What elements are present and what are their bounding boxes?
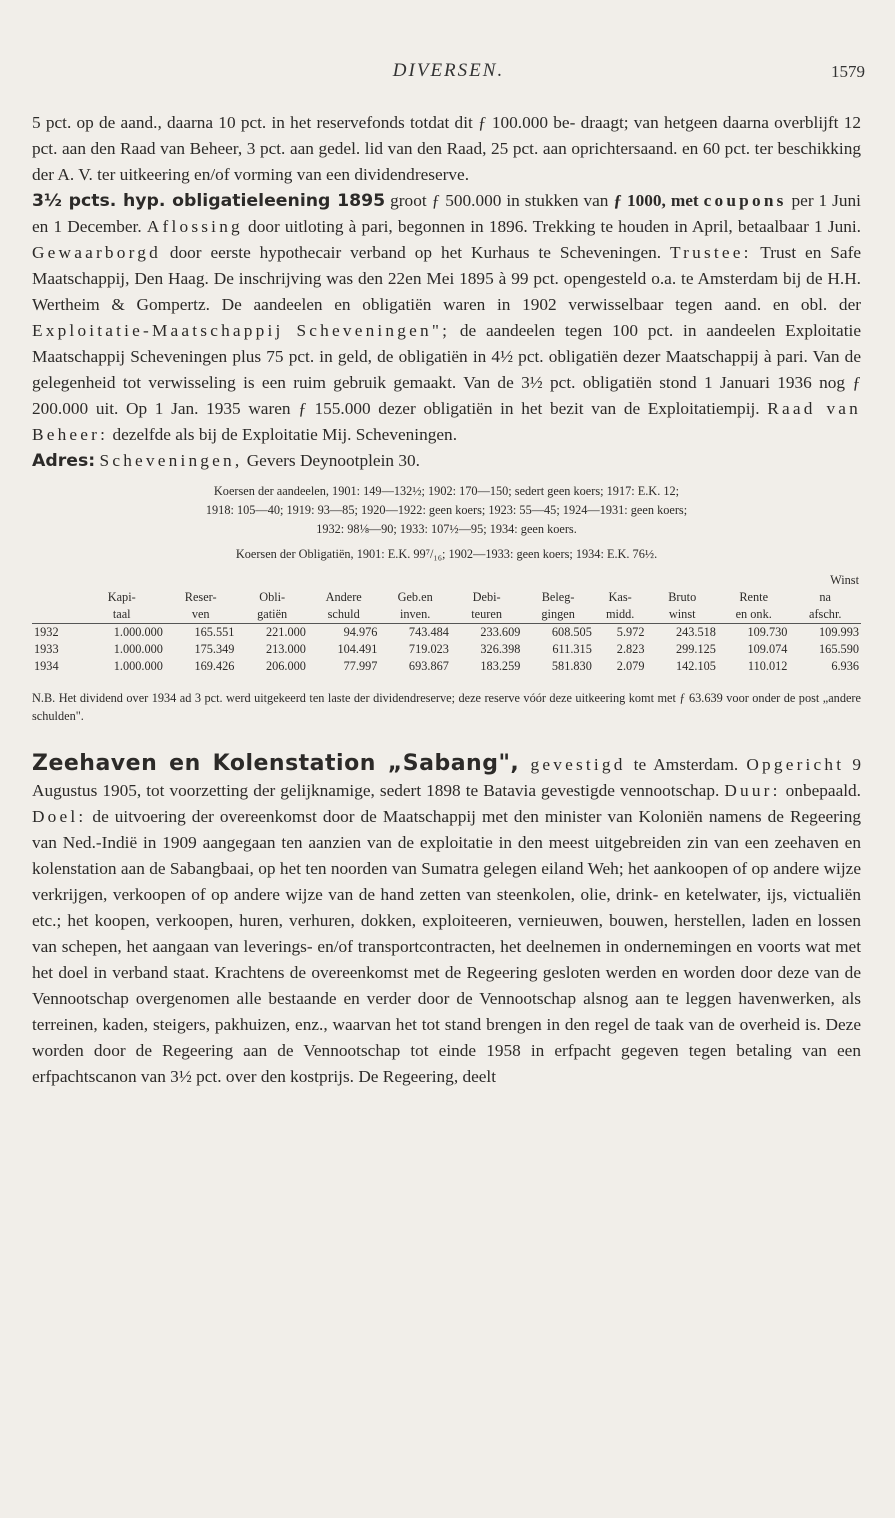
- table-header-cell: [379, 572, 450, 589]
- sabang-text: 9 Augustus 1905, tot voorzetting der gelijknamige, sedert 1898 te Batavia gevestigde vennootschap.: [32, 755, 861, 800]
- table-header-cell: midd.: [594, 606, 647, 624]
- table-cell: 581.830: [551, 659, 592, 673]
- table-header-cell: Beleg-: [541, 590, 575, 604]
- table-cell: 743.484: [408, 625, 449, 639]
- table-header-cell: [236, 572, 307, 589]
- table-header-cell: Kapi-: [107, 590, 136, 604]
- sabang-paragraph: [32, 751, 861, 1090]
- table-header-cell: en onk.: [718, 606, 789, 624]
- gewaarborgd-label: Gewaarborgd: [32, 243, 161, 262]
- table-header-cell: teuren: [451, 606, 522, 624]
- loan-text: per 1 Juni en 1 December.: [32, 191, 861, 236]
- opgericht-label: Opgericht: [746, 755, 845, 774]
- table-header-cell: Kas-: [608, 590, 632, 604]
- koersen-obligatien: Koersen der Obligatiën, 1901: E.K. 99⁷/₁₆; 1902—1933: geen koers; 1934: E.K. 76½.: [235, 547, 658, 561]
- table-header-cell: [32, 572, 78, 589]
- table-cell: 243.518: [675, 625, 716, 639]
- table-header-row: [32, 606, 861, 624]
- loan-text: van: [583, 191, 614, 210]
- aflossing-label: Aflossing: [146, 217, 243, 236]
- table-header-cell: Andere: [325, 590, 362, 604]
- table-row: [32, 641, 861, 658]
- table-cell: 719.023: [408, 642, 449, 656]
- table-header-cell: [78, 572, 164, 589]
- table-cell: 2.823: [616, 642, 645, 656]
- table-row: [32, 624, 861, 642]
- table-header-cell: [594, 572, 647, 589]
- table-cell: 109.993: [819, 625, 859, 639]
- table-cell: 142.105: [675, 659, 716, 673]
- trustee-label: Trustee:: [670, 243, 752, 262]
- dividend-note: N.B. Het dividend over 1934 ad 3 pct. werd uitgekeerd ten laste der dividendreserve; deze reserve vóór deze uitkeering komt met ƒ 63.639 voor onder de post „andere schulden".: [32, 691, 861, 723]
- table-header-cell: [646, 572, 717, 589]
- table-header-cell: Geb.en: [397, 590, 433, 604]
- table-cell: 221.000: [265, 625, 306, 639]
- table-header-cell: schuld: [308, 606, 379, 624]
- table-cell: 94.976: [343, 625, 378, 639]
- table-cell-year: 1933: [34, 642, 59, 656]
- table-cell: 109.074: [747, 642, 788, 656]
- table-header-cell: na: [819, 590, 832, 604]
- table-cell: 1.000.000: [113, 625, 163, 639]
- intro-line: draagt; van hetgeen daarna overblijft 12 pct. aan den Raad van Beheer,: [32, 113, 861, 158]
- table-cell: 165.590: [819, 642, 859, 656]
- table-header-cell: [32, 589, 78, 606]
- table-header-row: [32, 589, 861, 606]
- coupons-label: coupons: [703, 191, 787, 210]
- intro-line: 5 pct. op de aand., daarna 10 pct. in het reservefonds totdat dit ƒ 100.000 be-: [32, 113, 576, 132]
- table-cell: 206.000: [265, 659, 306, 673]
- gevestigd-label: gevestigd: [519, 755, 626, 774]
- table-cell-year: 1934: [34, 659, 59, 673]
- table-cell-year: 1932: [34, 625, 59, 639]
- table-header-cell: gingen: [522, 606, 593, 624]
- doel-label: Doel:: [32, 807, 87, 826]
- table-cell: 165.551: [194, 625, 235, 639]
- table-cell: 608.505: [551, 625, 592, 639]
- table-cell: 77.997: [343, 659, 378, 673]
- page-number: 1579: [831, 62, 865, 81]
- table-header-cell: gatiën: [236, 606, 307, 624]
- table-header-cell: [308, 572, 379, 589]
- table-cell: 326.398: [480, 642, 521, 656]
- sabang-text: te Amsterdam.: [625, 755, 747, 774]
- koersen-line: Koersen der aandeelen, 1901: 149—132½; 1902: 170—150; sedert geen koers; 1917: E.K. 12;: [213, 484, 680, 498]
- table-header-cell: Debi-: [472, 590, 501, 604]
- table-header-cell: [718, 572, 789, 589]
- address-label: Adres:: [32, 451, 96, 471]
- raad-label: Raad van Beheer:: [32, 399, 861, 444]
- table-cell: 693.867: [408, 659, 449, 673]
- sabang-title: Zeehaven en Kolenstation „Sabang",: [32, 751, 520, 776]
- loan-text: door uitloting à pari, begonnen in 1896. Trekking te houden in April, betaalbaar 1 Juni.: [242, 217, 861, 236]
- sabang-text: onbepaald.: [780, 781, 861, 800]
- intro-line: 3 pct. aan gedel. lid van den Raad, 25 pct. aan oprichtersaand. en 60 pct. ter: [246, 139, 773, 158]
- loan-text: de aandeelen tegen 100 pct. in aandeelen Exploitatie Maatschappij Scheveningen plus 75 pct. in geld, de obligatiën in 4½ pct. obligatiën dezer Maatschappij à pari. Van de gelegenheid tot verwisseling is een ruim gebruik gemaakt. Van de 3½ pct. obligatiën stond 1 Januari 1936 nog ƒ 200.000 uit. Op 1 Jan. 1935 waren ƒ 155.000 dezer obligatiën in het bezit van de Exploitatiempij.: [32, 321, 861, 418]
- table-header-cell: winst: [646, 606, 717, 624]
- table-header-cell: Reser-: [184, 590, 217, 604]
- table-header-row: [32, 572, 861, 589]
- koersen-line: 1918: 105—40; 1919: 93—85; 1920—1922: geen koers; 1923: 55—45; 1924—1931: geen koers;: [205, 503, 688, 517]
- loan-title: 3½ pcts. hyp. obligatieleening 1895: [32, 191, 386, 211]
- page-header: [32, 60, 865, 88]
- loan-text: door eerste hypothecair verband op het Kurhaus te Scheveningen.: [160, 243, 671, 262]
- address-city: Scheveningen,: [99, 451, 243, 470]
- table-header-cell: [522, 572, 593, 589]
- table-cell: 109.730: [747, 625, 788, 639]
- running-title: DIVERSEN.: [392, 60, 505, 81]
- table-cell: 299.125: [675, 642, 716, 656]
- table-header-cell: [165, 572, 236, 589]
- body-text: [32, 110, 861, 1090]
- loan-amount: groot ƒ 500.000 in stukken: [385, 191, 579, 210]
- table-cell: 175.349: [194, 642, 235, 656]
- sabang-text: de uitvoering der overeenkomst door de Maatschappij met den minister van Koloniën namens de Regeering van Ned.-Indië in 1909 aangegaan ten aanzien van de exploitatie in den meest uitgebreiden zin van een zeehaven en kolenstation aan de Sabangbaai, op het ten noorden van Sumatra gelegen eiland Weh; het aankoopen of op andere wijze verkrijgen, verkoopen of op andere wijze van de hand zetten van steenkolen, olie, drink- en ketelwater, ijs, victualiën etc.; het koopen, verkoopen, huren, verhuren, dokken, exploiteeren, vernieuwen, bouwen, herstellen, laden en lossen van schepen, het aangaan van leverings- en/of transportcontracten, het deelnemen in ondernemingen en voorts wat met het doel in verband staat. Krachtens de overeenkomst met de Regeering gesloten werden en worden door deze van de Vennootschap overgenomen alle bestaande en verder door de Vennootschap alsnog aan te leggen havenwerken, als terreinen, kaden, steigers, pakhuizen, enz., waarvan het tot stand brengen in den regel de taak van de overheid is. Deze worden door de Regeering aan de Vennootschap tot einde 1958 in erfpacht gegeven tegen betaling van een erfpachtscanon van 3½ pct. over den kostprijs. De Regeering, deelt: [32, 807, 861, 1086]
- exploitatie-label: Exploitatie-Maatschappij Scheveningen";: [32, 321, 451, 340]
- table-header-cell: Obli-: [259, 590, 286, 604]
- koersen-aandeelen: [32, 482, 861, 539]
- table-cell: 1.000.000: [113, 642, 163, 656]
- loan-denomination: ƒ 1000, met: [613, 191, 704, 210]
- table-cell: 5.972: [616, 625, 645, 639]
- financial-table: [32, 572, 861, 675]
- table-cell: 110.012: [747, 659, 788, 673]
- table-header-cell: inven.: [379, 606, 450, 624]
- address-street: Gevers Deynootplein 30.: [242, 451, 420, 470]
- koersen-line: 1932: 98⅛—90; 1933: 107½—95; 1934: geen koers.: [316, 522, 577, 536]
- intro-paragraph: [32, 110, 861, 188]
- table-cell: 1.000.000: [113, 659, 163, 673]
- table-header-cell: taal: [78, 606, 164, 624]
- address-line: [32, 448, 861, 474]
- table-cell: 233.609: [480, 625, 521, 639]
- loan-text: Trust en Safe Maatschappij, Den Haag. De inschrijving was den 22en Mei 1895 à 99 pct. opengesteld o.a. te Amsterdam bij de H.H. Wertheim & Gompertz. De aandeelen en obligatiën waren in 1902 verwisselbaar tegen aand. en obl. der: [32, 243, 861, 314]
- table-cell: 6.936: [831, 659, 859, 673]
- table-cell: 169.426: [194, 659, 235, 673]
- duur-label: Duur:: [724, 781, 781, 800]
- table-cell: 213.000: [265, 642, 306, 656]
- table-header-cell: [32, 606, 78, 624]
- table-cell: 104.491: [337, 642, 378, 656]
- table-cell: 2.079: [616, 659, 645, 673]
- loan-paragraph: [32, 188, 861, 448]
- table-header-cell: afschr.: [789, 606, 861, 624]
- intro-line: beschikking der A. V. ter uitkeering en/of vorming van een dividendreserve.: [32, 139, 861, 184]
- loan-text: dezelfde als bij de Exploitatie Mij. Scheveningen.: [108, 425, 458, 444]
- table-header-cell: Bruto: [668, 590, 697, 604]
- table-cell: 183.259: [480, 659, 521, 673]
- table-header-cell: Winst: [830, 573, 859, 587]
- table-cell: 611.315: [552, 642, 592, 656]
- table-header-cell: [451, 572, 522, 589]
- table-row: [32, 658, 861, 675]
- table-header-cell: Rente: [739, 590, 769, 604]
- table-header-cell: ven: [165, 606, 236, 624]
